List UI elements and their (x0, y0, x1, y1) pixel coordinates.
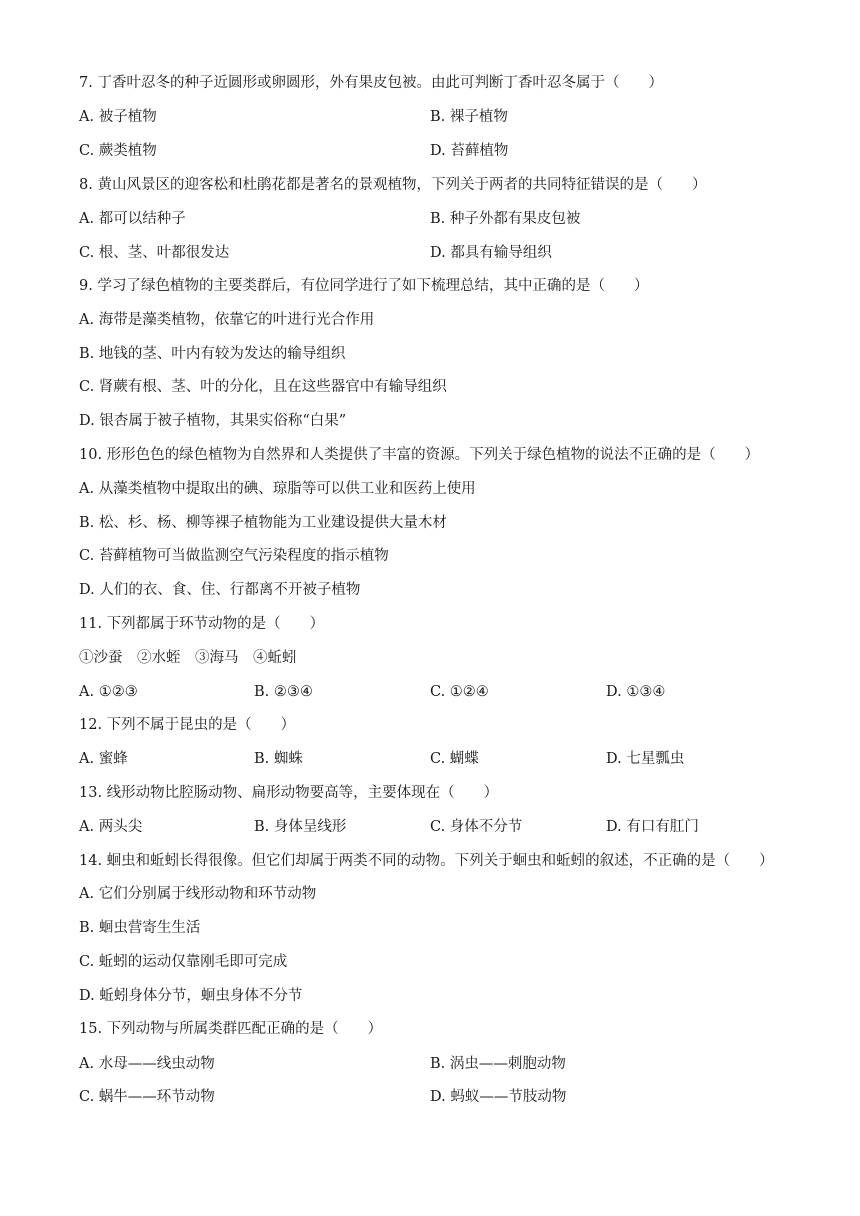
question-10-option-b: B. 松、杉、杨、柳等裸子植物能为工业建设提供大量木材 (79, 515, 447, 531)
question-10-option-a: A. 从藻类植物中提取出的碘、琼脂等可以供工业和医药上使用 (79, 481, 476, 497)
question-14-option-d: D. 蚯蚓身体分节，蛔虫身体不分节 (79, 988, 303, 1004)
question-15-option-c: C. 蜗牛——环节动物 (79, 1089, 215, 1105)
question-11-option-d: D. ①③④ (606, 684, 666, 700)
question-10-option-d: D. 人们的衣、食、住、行都离不开被子植物 (79, 582, 361, 598)
question-7-option-d: D. 苔藓植物 (430, 143, 509, 159)
question-13-stem: 13. 线形动物比腔肠动物、扁形动物要高等，主要体现在（ ） (79, 785, 499, 801)
question-15-option-d: D. 蚂蚁——节肢动物 (430, 1089, 567, 1105)
question-7-option-c: C. 蕨类植物 (79, 143, 157, 159)
question-8-option-a: A. 都可以结种子 (79, 211, 186, 227)
question-14-option-c: C. 蚯蚓的运动仅靠刚毛即可完成 (79, 954, 288, 970)
question-7-stem: 7. 丁香叶忍冬的种子近圆形或卵圆形，外有果皮包被。由此可判断丁香叶忍冬属于（ ） (79, 75, 663, 91)
question-14-option-a: A. 它们分别属于线形动物和环节动物 (79, 886, 317, 902)
question-15-stem: 15. 下列动物与所属类群匹配正确的是（ ） (79, 1021, 383, 1037)
question-13-option-a: A. 两头尖 (79, 819, 143, 835)
question-13-option-c: C. 身体不分节 (430, 819, 523, 835)
question-7-option-a: A. 被子植物 (79, 109, 157, 125)
question-9-option-b: B. 地钱的茎、叶内有较为发达的输导组织 (79, 346, 346, 362)
question-15-option-b: B. 涡虫——刺胞动物 (430, 1056, 566, 1072)
question-9-option-a: A. 海带是藻类植物，依靠它的叶进行光合作用 (79, 312, 375, 328)
question-8-option-d: D. 都具有输导组织 (430, 245, 552, 261)
question-8-stem: 8. 黄山风景区的迎客松和杜鹃花都是著名的景观植物，下列关于两者的共同特征错误的是（ ） (79, 177, 707, 193)
question-10-option-c: C. 苔藓植物可当做监测空气污染程度的指示植物 (79, 548, 389, 564)
question-11-option-b: B. ②③④ (254, 684, 313, 700)
question-15-option-a: A. 水母——线虫动物 (79, 1056, 215, 1072)
question-13-option-b: B. 身体呈线形 (254, 819, 347, 835)
question-12-option-a: A. 蜜蜂 (79, 751, 128, 767)
question-14-option-b: B. 蛔虫营寄生生活 (79, 920, 201, 936)
question-11-option-a: A. ①②③ (79, 684, 138, 700)
question-10-stem: 10. 形形色色的绿色植物为自然界和人类提供了丰富的资源。下列关于绿色植物的说法不正确的是（ ） (79, 447, 760, 463)
question-9-option-d: D. 银杏属于被子植物，其果实俗称“白果” (79, 413, 347, 429)
question-9-option-c: C. 肾蕨有根、茎、叶的分化，且在这些器官中有输导组织 (79, 379, 447, 395)
question-12-option-b: B. 蜘蛛 (254, 751, 303, 767)
question-9-stem: 9. 学习了绿色植物的主要类群后，有位同学进行了如下梳理总结，其中正确的是（ ） (79, 278, 649, 294)
question-13-option-d: D. 有口有肛门 (606, 819, 699, 835)
question-8-option-c: C. 根、茎、叶都很发达 (79, 245, 230, 261)
question-12-stem: 12. 下列不属于昆虫的是（ ） (79, 717, 296, 733)
question-11-stem: 11. 下列都属于环节动物的是（ ） (79, 616, 325, 632)
question-7-option-b: B. 裸子植物 (430, 109, 508, 125)
question-11-option-c: C. ①②④ (430, 684, 489, 700)
question-11-list: ①沙蚕 ②水蛭 ③海马 ④蚯蚓 (79, 650, 297, 666)
question-14-stem: 14. 蛔虫和蚯蚓长得很像。但它们却属于两类不同的动物。下列关于蛔虫和蚯蚓的叙述，不正确的是（ ） (79, 853, 774, 869)
question-12-option-c: C. 蝴蝶 (430, 751, 479, 767)
question-12-option-d: D. 七星瓢虫 (606, 751, 685, 767)
question-8-option-b: B. 种子外都有果皮包被 (430, 211, 581, 227)
